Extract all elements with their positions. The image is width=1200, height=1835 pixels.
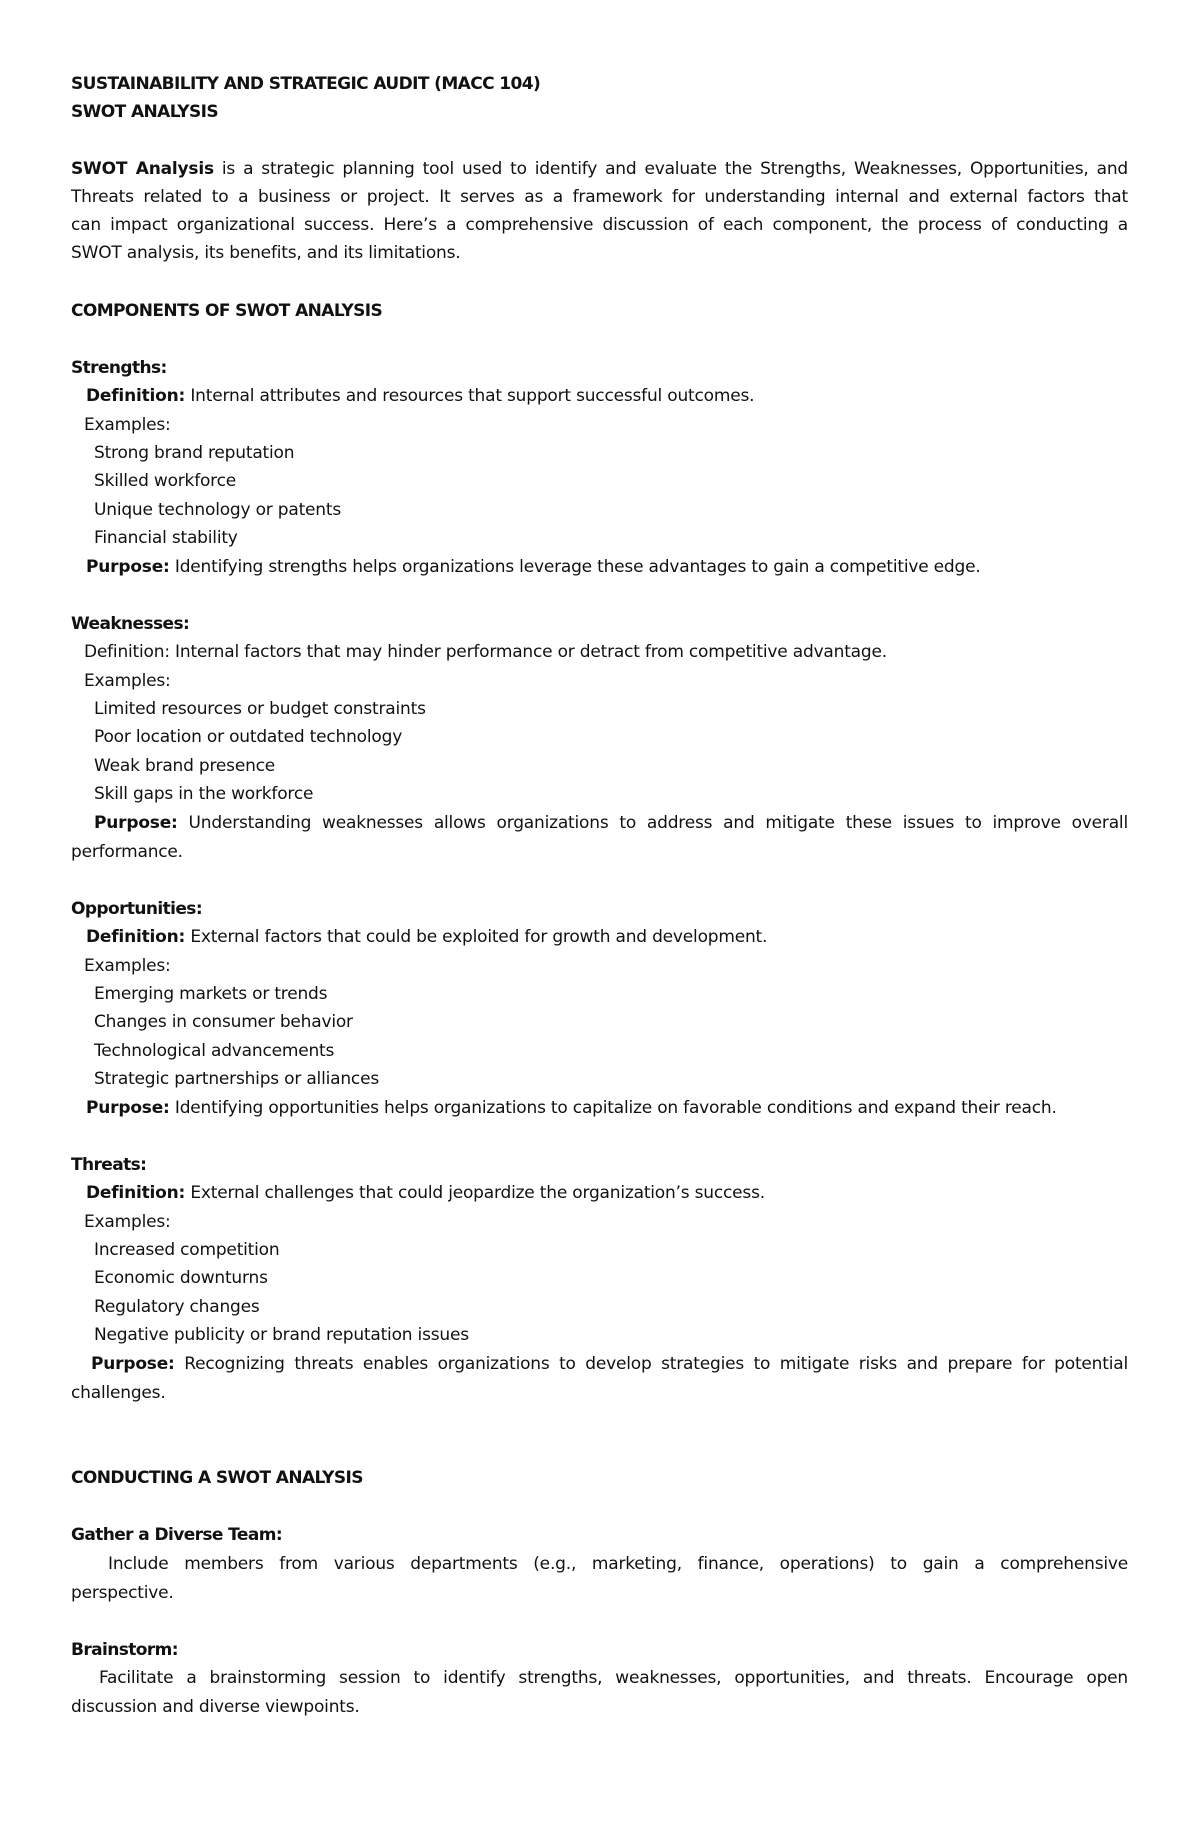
list-item: Weak brand presence	[94, 756, 276, 776]
threats-purpose-cont: challenges.	[71, 1383, 166, 1403]
threats-examples-label: Examples:	[84, 1212, 171, 1232]
list-item: Skill gaps in the workforce	[94, 784, 314, 804]
opportunities-heading: Opportunities:	[71, 899, 203, 919]
weaknesses-definition: Definition: Internal factors that may hinder performance or detract from competitive advantage.	[84, 642, 887, 662]
list-item: Strategic partnerships or alliances	[94, 1069, 379, 1089]
threats-purpose: Purpose: Recognizing threats enables organizations to develop strategies to mitigate risks and prepare for potential	[91, 1354, 1128, 1374]
brainstorm-text-cont: discussion and diverse viewpoints.	[71, 1697, 360, 1717]
gather-text-cont: perspective.	[71, 1583, 174, 1603]
gather-heading: Gather a Diverse Team:	[71, 1525, 283, 1545]
list-item: Economic downturns	[94, 1268, 268, 1288]
course-title: SUSTAINABILITY AND STRATEGIC AUDIT (MACC 104)	[71, 74, 541, 94]
gather-text: Include members from various departments (e.g., marketing, finance, operations) to gain a comprehensive	[108, 1554, 1128, 1574]
list-item: Increased competition	[94, 1240, 280, 1260]
intro-line-3: can impact organizational success. Here’s a comprehensive discussion of each component, the process of conducting a	[71, 215, 1128, 235]
list-item: Negative publicity or brand reputation issues	[94, 1325, 469, 1345]
list-item: Limited resources or budget constraints	[94, 699, 426, 719]
strengths-purpose: Purpose: Identifying strengths helps organizations leverage these advantages to gain a competitive edge.	[86, 557, 981, 577]
strengths-definition: Definition: Internal attributes and resources that support successful outcomes.	[86, 386, 755, 406]
list-item: Financial stability	[94, 528, 238, 548]
opportunities-definition: Definition: External factors that could be exploited for growth and development.	[86, 927, 768, 947]
intro-line-2: Threats related to a business or project. It serves as a framework for understanding internal and external factors that	[71, 187, 1128, 207]
opportunities-examples-label: Examples:	[84, 956, 171, 976]
intro-line-1: SWOT Analysis is a strategic planning tool used to identify and evaluate the Strengths, Weaknesses, Opportunities, and	[71, 159, 1128, 179]
list-item: Poor location or outdated technology	[94, 727, 403, 747]
doc-title: SWOT ANALYSIS	[71, 102, 219, 122]
threats-heading: Threats:	[71, 1155, 147, 1175]
weaknesses-heading: Weaknesses:	[71, 614, 190, 634]
strengths-heading: Strengths:	[71, 358, 167, 378]
components-heading: COMPONENTS OF SWOT ANALYSIS	[71, 301, 383, 321]
weaknesses-examples-label: Examples:	[84, 671, 171, 691]
brainstorm-heading: Brainstorm:	[71, 1640, 178, 1660]
opportunities-purpose: Purpose: Identifying opportunities helps organizations to capitalize on favorable conditions and expand their reach.	[86, 1098, 1057, 1118]
strengths-examples-label: Examples:	[84, 415, 171, 435]
intro-line-4: SWOT analysis, its benefits, and its limitations.	[71, 243, 461, 263]
list-item: Technological advancements	[94, 1041, 335, 1061]
weaknesses-purpose: Purpose: Understanding weaknesses allows organizations to address and mitigate these issues to improve overall	[94, 813, 1128, 833]
conducting-heading: CONDUCTING A SWOT ANALYSIS	[71, 1468, 363, 1488]
intro-term: SWOT Analysis	[71, 159, 214, 179]
list-item: Strong brand reputation	[94, 443, 295, 463]
list-item: Skilled workforce	[94, 471, 237, 491]
weaknesses-purpose-cont: performance.	[71, 842, 183, 862]
threats-definition: Definition: External challenges that could jeopardize the organization’s success.	[86, 1183, 765, 1203]
brainstorm-text: Facilitate a brainstorming session to identify strengths, weaknesses, opportunities, and threats. Encourage open	[99, 1668, 1128, 1688]
list-item: Changes in consumer behavior	[94, 1012, 353, 1032]
list-item: Emerging markets or trends	[94, 984, 328, 1004]
list-item: Regulatory changes	[94, 1297, 260, 1317]
list-item: Unique technology or patents	[94, 500, 341, 520]
